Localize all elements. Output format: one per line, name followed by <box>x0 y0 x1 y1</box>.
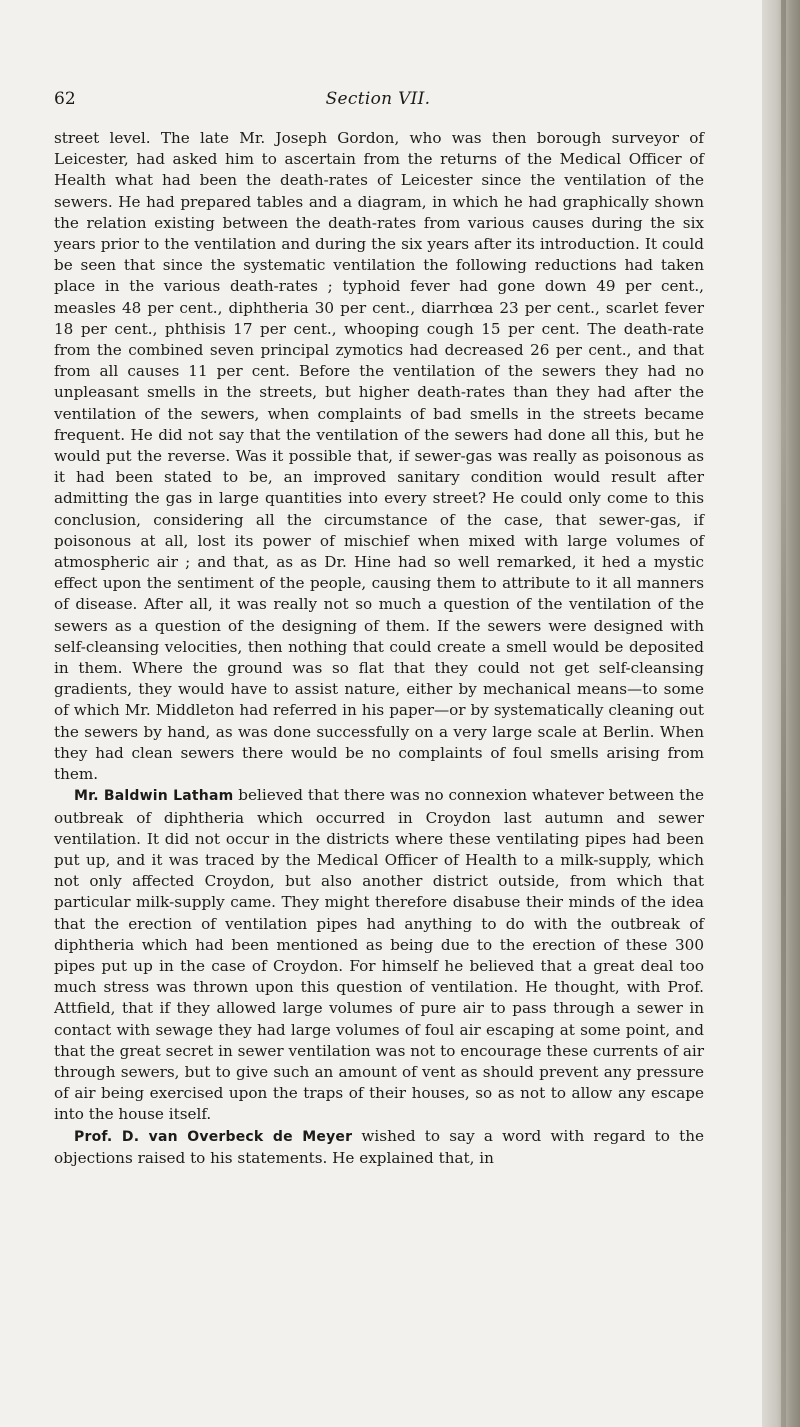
body-text <box>54 128 704 1169</box>
paragraph-latham <box>54 785 704 1125</box>
paragraph-text: believed that there was no connexion whatever between the outbreak of diphtheria which occurred in Croydon last autumn and sewer ventilation. It did not occur in the districts where these ventilating pipes had been put up, and it was traced by the Medical Officer of Health to a milk-supply, which not only affected Croydon, but also another district outside, from which that particular milk-supply came. They might therefore disabuse their minds of the idea that the erection of ventilation pipes had anything to do with the outbreak of diphtheria which had been mentioned as being due to the erection of these 300 pipes put up in the case of Croydon. For himself he believed that a great deal too much stress was thrown upon this question of ventilation. He thought, with Prof. Attfield, that if they allowed large volumes of pure air to pass through a sewer in contact with sewage they had large volumes of foul air escaping at some point, and that the great secret in sewer ventilation was not to encourage these currents of air through sewers, but to give such an amount of vent as should prevent any pressure of air being exercised upon the traps of their houses, so as not to allow any escape into the house itself. <box>54 786 704 1124</box>
paragraph-gordon <box>54 128 704 785</box>
speaker-name: Mr. Baldwin Latham <box>74 788 234 805</box>
paragraph-text: street level. The late Mr. Joseph Gordon, who was then borough surveyor of Leicester, had asked him to ascertain from the returns of the Medical Officer of Health what had been the death-rates of Leicester since the ventilation of the sewers. He had prepared tables and a diagram, in which he had graphically shown the relation existing between the death-rates from various causes during the six years prior to the ventilation and during the six years after its introduction. It could be seen that since the systematic ventilation the following reductions had taken place in the various death-rates ; typhoid fever had gone down 49 per cent., measles 48 per cent., diphtheria 30 per cent., diarrhœa 23 per cent., scarlet fever 18 per cent., phthisis 17 per cent., whooping cough 15 per cent. The death-rate from the combined seven principal zymotics had decreased 26 per cent., and that from all causes 11 per cent. Before the ventilation of the sewers they had no unpleasant smells in the streets, but higher death-rates than they had after the ventilation of the sewers, when complaints of bad smells in the streets became frequent. He did not say that the ventilation of the sewers had done all this, but he would put the reverse. Was it possible that, if sewer-gas was really as poisonous as it had been stated to be, an improved sanitary condition would result after admitting the gas in large quantities into every street? He could only come to this conclusion, considering all the circumstance of the case, that sewer-gas, if poisonous at all, lost its power of mischief when mixed with large volumes of atmospheric air ; and that, as as Dr. Hine had so well remarked, it hed a mystic effect upon the sentiment of the people, causing them to attribute to it all manners of disease. After all, it was really not so much a question of the ventilation of the sewers as a question of the designing of them. If the sewers were designed with self-cleansing velocities, then nothing that could create a smell would be deposited in them. Where the ground was so flat that they could not get self-cleansing gradients, they would have to assist nature, either by mechanical means—to some of which Mr. Middleton had referred in his paper—or by systematically cleaning out the sewers by hand, as was done successfully on a very large scale at Berlin. When they had clean sewers there would be no complaints of foul smells arising from them. <box>54 129 704 784</box>
paragraph-text: wished to say a word with regard to the objections raised to his statements. He explained that, in <box>54 1126 704 1167</box>
running-head: Section VII. <box>325 89 431 109</box>
binding-shadow <box>781 0 786 1427</box>
page-number: 62 <box>54 89 76 109</box>
speaker-name: Prof. D. van Overbeck de Meyer <box>74 1128 353 1145</box>
paragraph-overbeck <box>54 1126 704 1169</box>
page-header <box>54 89 702 113</box>
